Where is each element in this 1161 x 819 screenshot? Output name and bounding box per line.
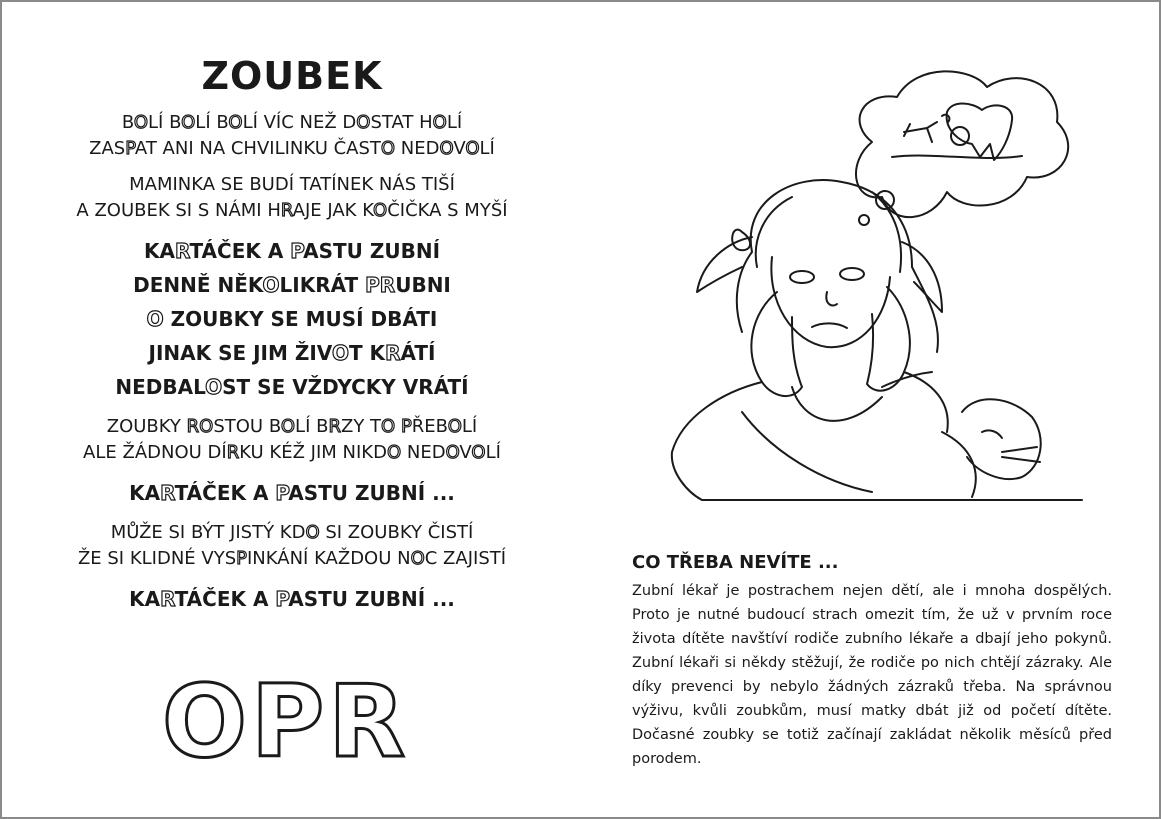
line-text: SI ZOUBKY ČISTÍ: [319, 522, 474, 543]
girl-illustration: [642, 52, 1112, 512]
outlined-letter: O: [465, 138, 480, 159]
line-text: LÍ: [461, 416, 478, 437]
song-line: [42, 110, 542, 136]
song-line: [42, 198, 542, 224]
outlined-letter: O: [432, 112, 447, 133]
outlined-letter: O: [386, 442, 402, 463]
outlined-letter: O: [380, 138, 396, 159]
girl-pigtail-right: [902, 242, 942, 312]
line-text: ZOUBKY: [106, 416, 187, 437]
mouth: [812, 323, 847, 328]
stanza-1: [42, 110, 542, 162]
line-text: ST SE VŽDYCKY VRÁTÍ: [222, 375, 469, 399]
outlined-letter: O: [262, 273, 280, 297]
line-text: ŽE SI KLIDNÉ VYS: [77, 548, 237, 569]
song-line: [42, 546, 542, 572]
outlined-letter: O: [228, 112, 243, 133]
line-text: V: [453, 138, 466, 159]
stanza-6: [42, 520, 542, 572]
stanza-3: [42, 234, 542, 404]
line-text: T K: [348, 341, 386, 365]
outlined-letter: RO: [186, 416, 214, 437]
nose: [826, 292, 837, 306]
outlined-letter: R: [226, 442, 240, 463]
outlined-letter: O: [439, 138, 454, 159]
facts-title: CO TŘEBA NEVÍTE ...: [632, 552, 839, 573]
song-line: [42, 520, 542, 546]
facts-box: [632, 552, 1112, 771]
outlined-letter: O: [381, 416, 396, 437]
song-line: [42, 582, 542, 616]
outlined-letter: PR: [365, 273, 396, 297]
left-eye: [790, 271, 814, 283]
thought-dot-small: [859, 215, 869, 225]
line-text: LÍ: [446, 112, 463, 133]
line-text: TÁČEK A: [174, 481, 276, 505]
dream-ball: [951, 127, 969, 145]
dream-tooth: [947, 104, 1012, 161]
sweater: [702, 387, 1082, 500]
line-text: NED: [401, 442, 446, 463]
song-line: [42, 302, 542, 336]
line-text: LÍ: [479, 138, 495, 159]
outlined-letter: P: [275, 587, 289, 611]
line-text: LÍ B: [195, 112, 229, 133]
line-text: STOU B: [213, 416, 281, 437]
song-stanzas: [42, 110, 542, 616]
line-text: AT ANI NA CHVILINKU ČAST: [134, 138, 381, 159]
facts-text: Zubní lékař je postrachem nejen dětí, ale i mnoha dospělých. Proto je nutné budoucí strach omezit tím, že už v prvním roce života dítěte navštíví rodiče zubního lékaře a dbají jeho pokynů. Zubní lékaři si někdy stěžují, že rodiče po nich chtějí zázraky. Ale díky prevenci by nebylo žádných zázraků třeba. Na správnou výživu, kvůli zoubkům, musí matky dbát již od početí dítěte. Dočasné zoubky se totiž začínají zakládat několik měsíců před porodem.: [632, 583, 1112, 767]
line-text: LÍ B: [148, 112, 182, 133]
bracelet: [882, 372, 932, 387]
line-text: JINAK SE JIM ŽIV: [148, 341, 332, 365]
line-text: ŘEB: [411, 416, 448, 437]
song-line: [42, 370, 542, 404]
line-text: AJE JAK K: [292, 200, 374, 221]
outlined-letter: R: [385, 341, 401, 365]
outlined-letter: O: [205, 375, 223, 399]
line-text: LIKRÁT: [279, 273, 366, 297]
outlined-letter: O: [280, 416, 296, 437]
outlined-letter: O: [445, 442, 460, 463]
line-text: ZAS: [89, 138, 126, 159]
line-text: KA: [129, 587, 161, 611]
line-text: ZOUBKY SE MUSÍ DBÁTI: [163, 307, 438, 331]
cat-eye: [982, 430, 1002, 438]
song-line: [42, 268, 542, 302]
line-text: ASTU ZUBNÍ ...: [288, 481, 455, 505]
left-hand: [751, 292, 802, 396]
line-text: ASTU ZUBNÍ ...: [288, 587, 455, 611]
stanza-7: [42, 582, 542, 616]
outlined-letter: P: [125, 138, 135, 159]
outlined-letter: O: [305, 522, 320, 543]
outlined-letter: O: [410, 548, 425, 569]
line-text: NEDBAL: [115, 375, 206, 399]
line-text: KA: [143, 239, 175, 263]
song-line: [42, 136, 542, 162]
song-line: [42, 234, 542, 268]
outlined-letter: O: [181, 112, 196, 133]
song-column: [42, 54, 542, 626]
outlined-letter: O: [133, 112, 149, 133]
line-text: KA: [129, 481, 161, 505]
outlined-letter: R: [328, 416, 341, 437]
line-text: TÁČEK A: [189, 239, 291, 263]
outlined-letter: O: [146, 307, 164, 331]
outlined-letter: O: [373, 200, 388, 221]
song-line: [42, 440, 542, 466]
line-text: LÍ B: [295, 416, 329, 437]
line-text: V: [459, 442, 472, 463]
outlined-letter: R: [174, 239, 190, 263]
line-text: INKÁNÍ KAŽDOU N: [247, 548, 411, 569]
line-text: ASTU ZUBNÍ: [303, 239, 441, 263]
right-arm: [904, 372, 948, 432]
line-text: UBNI: [395, 273, 451, 297]
outlined-letter: P: [290, 239, 304, 263]
stanza-2: [42, 172, 542, 224]
stanza-5: [42, 476, 542, 510]
right-hand: [867, 287, 910, 391]
outlined-letter: R: [160, 481, 175, 505]
outlined-letter: P: [275, 481, 289, 505]
line-text: ZY T: [340, 416, 382, 437]
cat-whiskers: [1002, 447, 1040, 462]
song-title: ZOUBEK: [201, 54, 383, 98]
outlined-letter: O: [447, 416, 462, 437]
song-line: [42, 414, 542, 440]
line-text: DENNĚ NĚK: [133, 273, 263, 297]
line-text: ALE ŽÁDNOU DÍ: [83, 442, 227, 463]
outlined-letter: P: [400, 416, 412, 437]
answer-outline-letters: OPR: [162, 663, 410, 780]
line-text: MAMINKA SE BUDÍ TATÍNEK NÁS TIŠÍ: [129, 174, 455, 195]
line-text: C ZAJISTÍ: [424, 548, 507, 569]
line-text: NED: [395, 138, 440, 159]
song-line: [42, 476, 542, 510]
line-text: LÍ: [485, 442, 501, 463]
right-eye: [840, 268, 864, 280]
outlined-letter: R: [280, 200, 293, 221]
line-text: B: [121, 112, 134, 133]
line-text: A ZOUBEK SI S NÁMI H: [76, 200, 281, 221]
left-arm: [672, 382, 762, 500]
dream-figure: [904, 115, 949, 142]
stanza-4: [42, 414, 542, 466]
line-text: KU KÉŽ JIM NIKD: [239, 442, 387, 463]
song-line: [42, 172, 542, 198]
outlined-letter: R: [160, 587, 175, 611]
outlined-letter: O: [331, 341, 349, 365]
line-text: MŮŽE SI BÝT JISTÝ KD: [110, 522, 306, 543]
line-text: ÁTÍ: [400, 341, 436, 365]
song-line: [42, 336, 542, 370]
line-text: TÁČEK A: [174, 587, 276, 611]
line-text: LÍ VÍC NEŽ D: [242, 112, 357, 133]
outlined-letter: O: [471, 442, 486, 463]
line-text: ČIČKA S MYŠÍ: [387, 200, 508, 221]
outlined-letter: P: [236, 548, 247, 569]
outlined-letter: O: [356, 112, 371, 133]
line-text: STAT H: [370, 112, 433, 133]
dream-ground: [892, 156, 1022, 158]
